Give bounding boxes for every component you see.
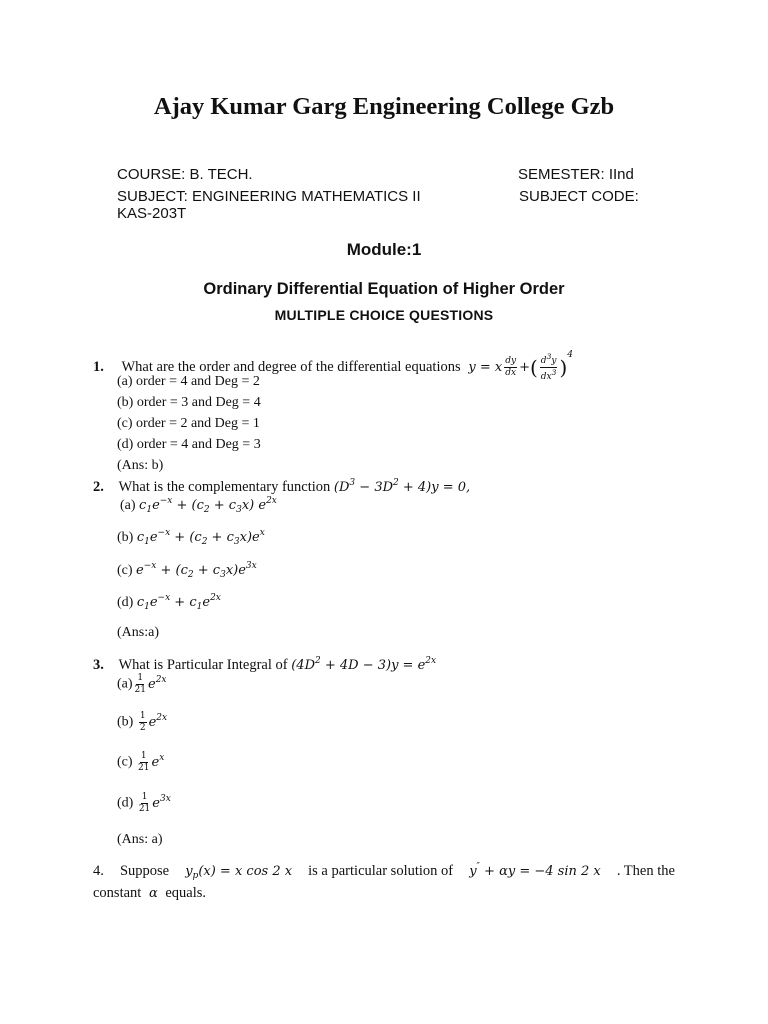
question-number: 2. [93, 479, 104, 495]
equation-4a: $y_p(x) = x$ cos 2 x [185, 864, 293, 881]
option-2a: (a) $c_1e^{-x} + (c_2 + c_3x)$ $e^{2x}$ [120, 496, 277, 515]
subject-label: SUBJECT: ENGINEERING MATHEMATICS II [117, 188, 421, 205]
option-2d: (d) $c_1e^{-x} + c_1e^{2x}$ [117, 593, 221, 612]
course-label: COURSE: B. TECH. [117, 166, 253, 183]
college-title: Ajay Kumar Garg Engineering College Gzb [153, 93, 615, 120]
option-1b: (b) order = 3 and Deg = 4 [117, 395, 261, 410]
question-text: What are the order and degree of the differential equations [121, 359, 461, 375]
question-3 [93, 656, 436, 674]
answer-2: (Ans:a) [117, 625, 159, 640]
module-heading: Module:1 [346, 240, 422, 259]
option-1a: (a) order = 4 and Deg = 2 [117, 374, 260, 389]
question-4-line2: constant α equals. [93, 885, 207, 901]
question-text: What is the complementary function [118, 479, 331, 495]
question-4: 4. Suppose $y_p(x) = x$ cos 2 x is a particular solution of y″ + αy = −4 sin 2 x . Then the [93, 862, 675, 881]
answer-3: (Ans: a) [117, 832, 163, 847]
equation-2: $(D^3 - 3D^2 + 4)y = 0$, [333, 478, 471, 495]
option-3a: (a) $\frac{1}{21}$ $e^{2x}$ [117, 673, 167, 695]
answer-1: (Ans: b) [117, 458, 164, 473]
topic-heading: Ordinary Differential Equation of Higher Order [203, 280, 565, 298]
question-number: 4. [93, 863, 104, 879]
option-3c: (c) $\frac{1}{21}$ $e^x$ [117, 751, 165, 773]
question-2 [93, 478, 470, 496]
subject-code-label: SUBJECT CODE: [519, 188, 639, 205]
option-1d: (d) order = 4 and Deg = 3 [117, 437, 261, 452]
semester-label: SEMESTER: IInd [518, 166, 634, 183]
section-heading: MULTIPLE CHOICE QUESTIONS [274, 307, 494, 323]
question-number: 1. [93, 359, 104, 375]
option-2b: (b) $c_1e^{-x} + (c_2 + c_3x)e^x$ [117, 528, 265, 547]
option-2c: (c) $e^{-x} + (c_2 + c_3x)e^{3x}$ [117, 561, 257, 580]
option-3d: (d) $\frac{1}{21}$ $e^{3x}$ [117, 792, 171, 814]
option-3b: (b) $\frac{1}{2}$ $e^{2x}$ [117, 711, 168, 733]
question-text: What is Particular Integral of [118, 657, 288, 673]
equation-3: $(4D^2 + 4D - 3)y = e^{2x}$ [291, 656, 437, 673]
subject-code-value: KAS-203T [117, 205, 187, 222]
equation-1: y = x $\frac{dy}{dx}$ +( $\frac{d^3y}{dx^3}$ )$^4$ [464, 350, 573, 382]
equation-4b: y″ + αy = −4 sin 2 x [469, 862, 601, 879]
question-number: 3. [93, 657, 104, 673]
option-1c: (c) order = 2 and Deg = 1 [117, 416, 260, 431]
